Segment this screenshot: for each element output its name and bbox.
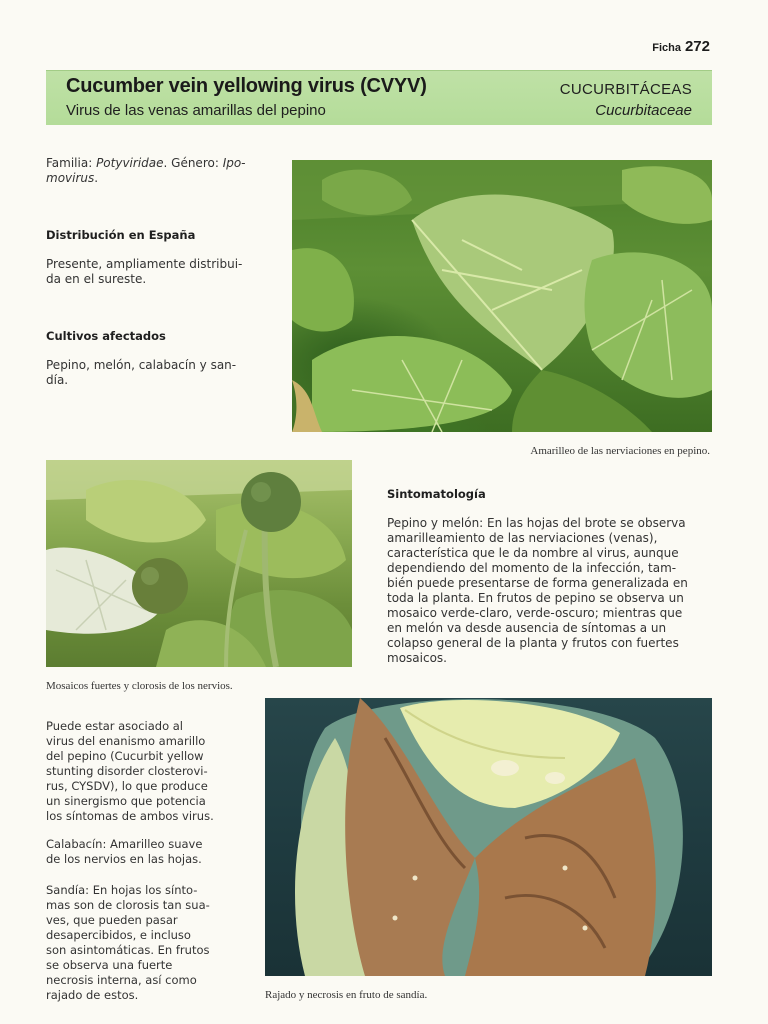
sandia-text: Sandía: En hojas los sínto- mas son de clorosis tan sua- ves, que pueden pasar desapercibidos, e incluso son asintomáticas. En frutos se observa una fuerte necrosis interna, así como rajado de estos. (46, 883, 210, 1002)
page-number (652, 38, 710, 56)
distribucion-heading: Distribución en España (46, 228, 196, 242)
sintomatologia-heading: Sintomatología (387, 487, 486, 501)
photo-watermelon-necrosis (265, 698, 712, 976)
cultivos-text: Pepino, melón, calabacín y san- día. (46, 358, 237, 387)
family-spanish: CUCURBITÁCEAS (559, 81, 692, 98)
calabacin-text: Calabacín: Amarilleo suave de los nervios en las hojas. (46, 837, 203, 866)
ficha-label: Ficha (652, 42, 681, 54)
title-spanish: Virus de las venas amarillas del pepino (66, 102, 326, 119)
caption-photo3: Rajado y necrosis en fruto de sandía. (265, 989, 428, 1001)
caption-photo2: Mosaicos fuertes y clorosis de los nervios. (46, 680, 233, 692)
photo-melon-plants (46, 460, 352, 667)
distribucion-text: Presente, ampliamente distribui- da en el sureste. (46, 257, 243, 286)
melon-plants-illustration (46, 460, 352, 667)
familia-genero: Familia: Potyviridae. Género: Ipo- movirus. (46, 156, 246, 185)
title-banner (46, 70, 712, 125)
caption-photo1: Amarilleo de las nerviaciones en pepino. (530, 445, 710, 457)
ficha-number: 272 (684, 38, 710, 55)
photo-cucumber-leaves (292, 160, 712, 432)
family-latin: Cucurbitaceae (595, 102, 692, 119)
cucumber-leaves-illustration (292, 160, 712, 432)
watermelon-illustration (265, 698, 712, 976)
title-english: Cucumber vein yellowing virus (CVYV) (66, 75, 427, 97)
sintomatologia-text: Pepino y melón: En las hojas del brote se observa amarilleamiento de las nerviaciones (venas), característica que le da nombre al virus, aunque dependiendo del momento de la infección, tam- bién puede presentarse de forma generalizada en toda la planta. En frutos de pepino se observa un mosaico verde-claro, verde-oscuro; mientras que en melón va desde ausencia de síntomas a un colapso general de la planta y frutos con fuertes mosaicos. (387, 516, 688, 665)
cultivos-heading: Cultivos afectados (46, 329, 166, 343)
asociado-text: Puede estar asociado al virus del enanismo amarillo del pepino (Cucurbit yellow stunting disorder closterovi- rus, CYSDV), lo que produce un sinergismo que potencia los síntomas de ambos virus. (46, 719, 214, 823)
